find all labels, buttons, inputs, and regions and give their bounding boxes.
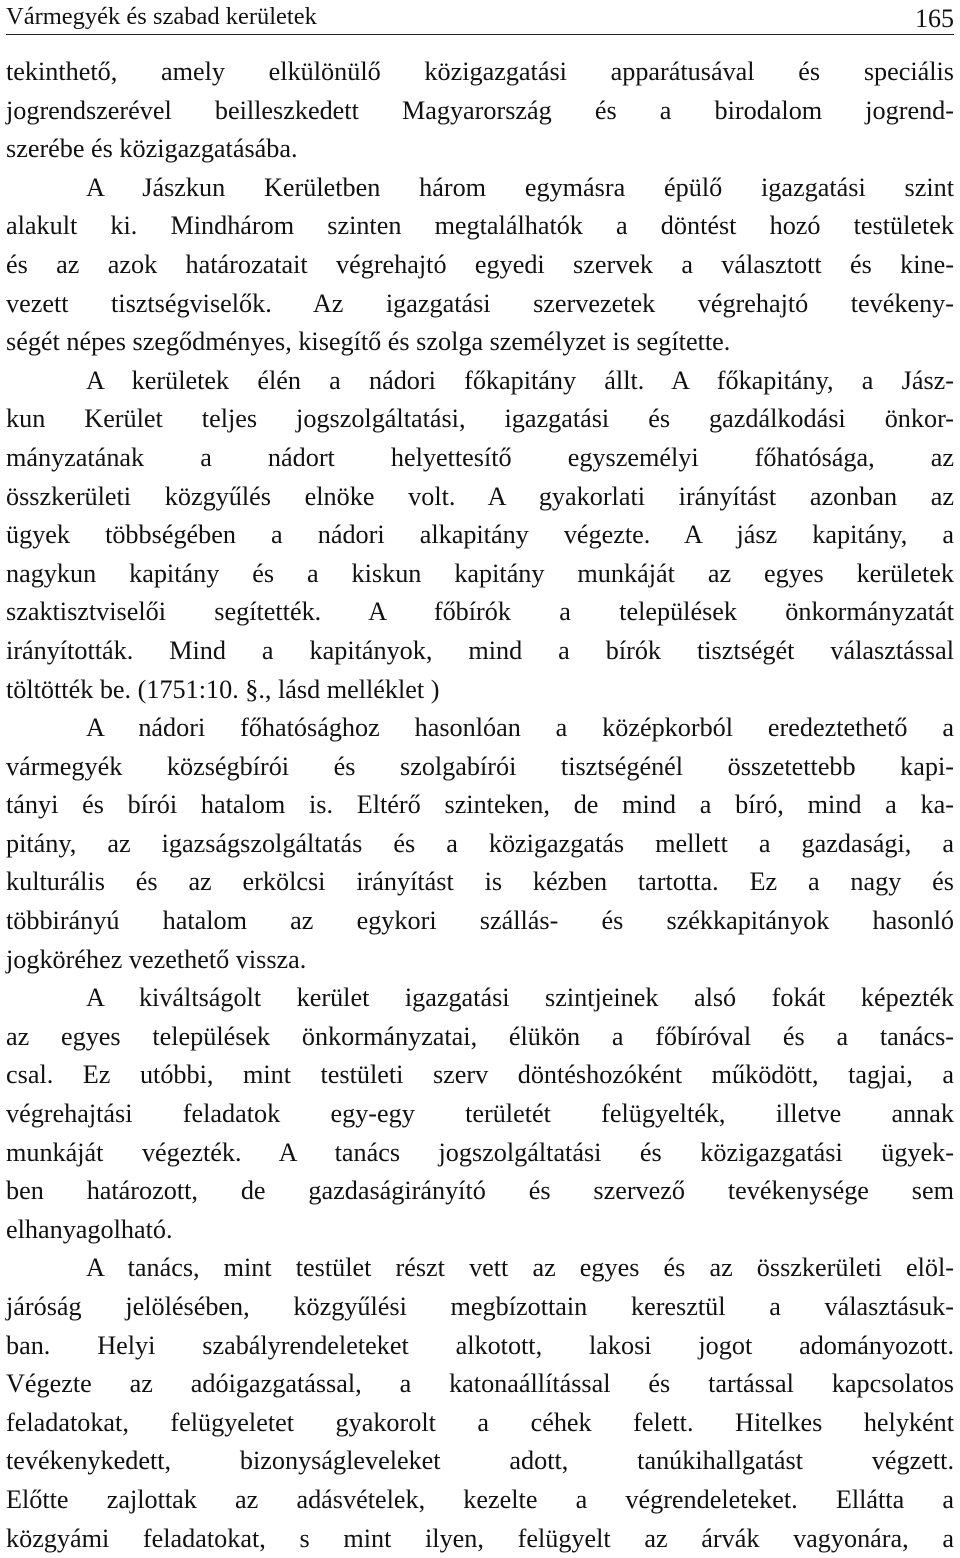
text-line: A kiváltságolt kerület igazgatási szintjeinek alsó fokát képezték: [86, 983, 954, 1013]
text-line: szerébe és közigazgatásába.: [6, 134, 298, 164]
text-line: ségét népes szegődményes, kisegítő és szolga személyzet is segítette.: [6, 327, 731, 357]
text-line: kun Kerület teljes jogszolgáltatási, igazgatási és gazdálkodási önkor-: [6, 404, 954, 434]
text-line: közgyámi feladatokat, s mint ilyen, felügyelt az árvák vagyonára, a: [6, 1523, 954, 1553]
text-line: ügyek többségében a nádori alkapitány végezte. A jász kapitány, a: [6, 520, 954, 550]
text-line: nagykun kapitány és a kiskun kapitány munkáját az egyes kerületek: [6, 558, 954, 588]
text-line: mányzatának a nádort helyettesítő egyszemélyi főhatósága, az: [6, 442, 954, 472]
text-line: A Jászkun Kerületben három egymásra épülő igazgatási szint: [86, 172, 954, 202]
text-line: vezett tisztségviselők. Az igazgatási szervezetek végrehajtó tevékeny-: [6, 288, 954, 318]
text-line: vármegyék községbírói és szolgabírói tisztségénél összetettebb kapi-: [6, 751, 954, 781]
text-line: tekinthető, amely elkülönülő közigazgatási apparátusával és speciális: [6, 57, 954, 86]
page-number: 165: [915, 4, 954, 33]
text-line: pitány, az igazságszolgáltatás és a közigazgatás mellett a gazdasági, a: [6, 828, 954, 858]
text-line: ban. Helyi szabályrendeleteket alkotott, lakosi jogot adományozott.: [6, 1330, 954, 1360]
text-line: alakult ki. Mindhárom szinten megtalálhatók a döntést hozó testületek: [6, 211, 954, 241]
text-line: jogrendszerével beilleszkedett Magyarország és a birodalom jogrend-: [6, 95, 954, 125]
text-line: és az azok határozatait végrehajtó egyedi szervek a választott és kine-: [6, 249, 954, 279]
text-line: elhanyagolható.: [6, 1214, 173, 1244]
text-line: irányították. Mind a kapitányok, mind a bírók tisztségét választással: [6, 635, 954, 665]
text-line: A kerületek élén a nádori főkapitány állt. A főkapitány, a Jász-: [86, 365, 954, 395]
text-line: tevékenykedett, bizonyságleveleket adott, tanúkihallgatást végzett.: [6, 1446, 954, 1476]
text-line: jogköréhez vezethető vissza.: [6, 944, 307, 974]
text-line: járóság jelölésében, közgyűlési megbízottain keresztül a választásuk-: [6, 1292, 954, 1321]
text-line: feladatokat, felügyeletet gyakorolt a céhek felett. Hitelkes helyként: [6, 1407, 954, 1437]
text-line: szaktisztviselői segítették. A főbírók a települések önkormányzatát: [6, 597, 954, 627]
text-line: kulturális és az erkölcsi irányítást is kézben tartotta. Ez a nagy és: [6, 867, 954, 897]
text-line: az egyes települések önkormányzatai, élükön a főbíróval és a tanács-: [6, 1021, 954, 1051]
text-line: munkáját végezték. A tanács jogszolgáltatási és közigazgatási ügyek-: [6, 1137, 954, 1167]
text-line: Végezte az adóigazgatással, a katonaállítással és tartással kapcsolatos: [6, 1369, 954, 1399]
text-line: többirányú hatalom az egykori szállás- és székkapitányok hasonló: [6, 906, 954, 936]
text-line: csal. Ez utóbbi, mint testületi szerv döntéshozóként működött, tagjai, a: [6, 1060, 954, 1090]
body-text: [6, 53, 954, 1558]
text-line: A nádori főhatósághoz hasonlóan a középkorból eredeztethető a: [86, 713, 954, 743]
text-line: Előtte zajlottak az adásvételek, kezelte a végrendeleteket. Ellátta a: [6, 1484, 954, 1514]
text-line: tányi és bírói hatalom is. Eltérő szinteken, de mind a bíró, mind a ka-: [6, 790, 954, 820]
text-line: végrehajtási feladatok egy-egy területét felügyelték, illetve annak: [6, 1099, 954, 1129]
text-line: ben határozott, de gazdaságirányító és szervező tevékenysége sem: [6, 1176, 954, 1206]
text-line: összkerületi közgyűlés elnöke volt. A gyakorlati irányítást azonban az: [6, 481, 954, 511]
running-head: [6, 0, 954, 35]
running-title: Vármegyék és szabad kerületek: [6, 3, 317, 30]
text-line: töltötték be. (1751:10. §., lásd melléklet ): [6, 674, 440, 704]
text-line: A tanács, mint testület részt vett az egyes és az összkerületi elöl-: [86, 1253, 954, 1283]
